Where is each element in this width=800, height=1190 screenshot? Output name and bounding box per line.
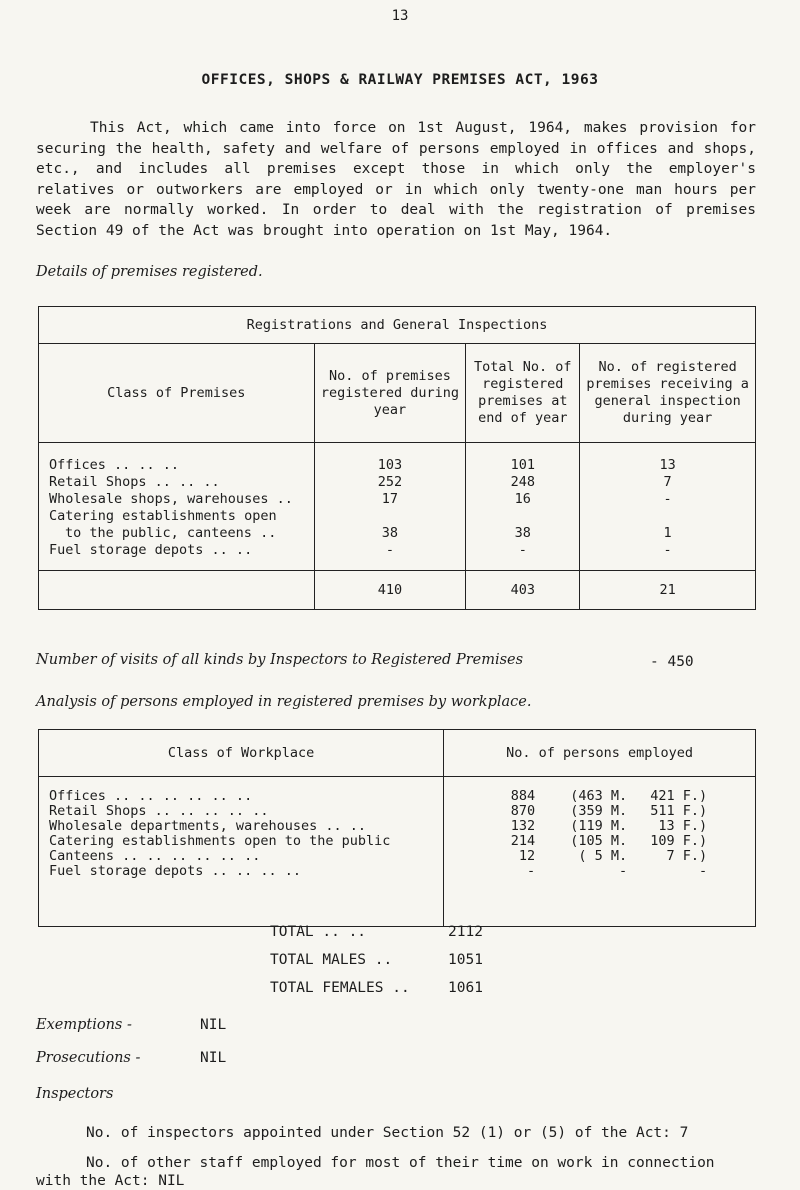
workplace-table — [38, 729, 756, 927]
analysis-label: Analysis of persons employed in registered premises by workplace. — [36, 694, 532, 710]
table-row-label: Fuel storage depots .. .. .. .. — [49, 863, 301, 879]
other-staff: No. of other staff employed for most of their time on work in connection with the Act: NIL — [36, 1155, 715, 1189]
inspectors-label: Inspectors — [36, 1086, 114, 1102]
table-row: 870 (359 M. 511 F.) — [510, 803, 708, 819]
prosecutions-line: Prosecutions - NIL — [36, 1050, 227, 1066]
total-column — [466, 443, 580, 571]
total-inspected: 21 — [580, 571, 756, 610]
total-males-row: TOTAL MALES .. 1051 — [270, 952, 483, 968]
details-label: Details of premises registered. — [36, 264, 263, 280]
col-header-total: Total No. of registered premises at end of year — [466, 344, 580, 443]
table-row: - - - — [527, 863, 708, 879]
table-row-label: Wholesale shops, warehouses .. — [49, 491, 293, 507]
exemptions-line: Exemptions - NIL — [36, 1017, 227, 1033]
table-cell: - — [518, 542, 527, 558]
table-row-label: Fuel storage depots .. .. — [49, 542, 253, 558]
table-row-label: Canteens .. .. .. .. .. .. — [49, 848, 261, 864]
table-cell: 16 — [514, 491, 531, 507]
col-header-class: Class of Premises — [39, 344, 315, 443]
registered-column — [314, 443, 466, 571]
table-cell: - — [385, 542, 394, 558]
table-cell: 17 — [381, 491, 399, 507]
table-row-label: Catering establishments open to the public — [49, 833, 391, 849]
table-cell: - — [663, 542, 672, 558]
table-row-label: Offices .. .. .. .. .. .. — [49, 788, 253, 804]
col-header-workplace: Class of Workplace — [39, 730, 444, 777]
col-header-persons: No. of persons employed — [444, 730, 756, 777]
persons-column — [444, 777, 756, 927]
table-cell: 13 — [659, 457, 676, 473]
total-registered: 410 — [314, 571, 466, 610]
table-cell: 38 — [514, 525, 531, 541]
visits-value: - 450 — [650, 654, 694, 670]
page-number: 13 — [391, 8, 409, 24]
table-cell: - — [663, 491, 672, 507]
workplace-class-column — [39, 777, 444, 927]
table-row: 12 ( 5 M. 7 F.) — [518, 848, 708, 864]
registrations-table — [38, 306, 756, 610]
table-cell: 252 — [377, 474, 403, 490]
intro-paragraph: This Act, which came into force on 1st August, 1964, makes provision for securing the health, safety and welfare of persons employed in offices and shops, etc., and includes all premises except those in which only the employer's relatives or outworkers are employed or in which only twenty-one man hours per week are normally worked. In order to deal with the registration of premises Section 49 of the Act was brought into operation on 1st May, 1964. — [36, 120, 756, 239]
registrations-super-header: Registrations and General Inspections — [39, 307, 756, 344]
table-row-label: Catering establishments open — [49, 508, 277, 524]
table-row-label: Retail Shops .. .. .. .. .. — [49, 803, 269, 819]
col-header-registered: No. of premises registered during year — [314, 344, 466, 443]
inspectors-appointed: No. of inspectors appointed under Section 52 (1) or (5) of the Act: 7 — [86, 1125, 689, 1141]
table-row-label: to the public, canteens .. — [65, 525, 277, 541]
table-cell: 248 — [510, 474, 535, 490]
total-at-end: 403 — [466, 571, 580, 610]
table-row-label: Offices .. .. .. — [49, 457, 180, 473]
class-column — [39, 443, 315, 571]
inspected-column — [580, 443, 756, 571]
visits-label: Number of visits of all kinds by Inspectors to Registered Premises — [36, 652, 524, 668]
col-header-inspected: No. of registered premises receiving a general inspection during year — [580, 344, 756, 443]
table-row: 214 (105 M. 109 F.) — [510, 833, 708, 849]
totals-block — [270, 918, 483, 1002]
table-cell: 1 — [663, 525, 672, 541]
total-females-row: TOTAL FEMALES .. 1061 — [270, 980, 483, 996]
page-heading: OFFICES, SHOPS & RAILWAY PREMISES ACT, 1963 — [201, 72, 599, 88]
table-cell: 38 — [381, 525, 399, 541]
table-cell: 103 — [377, 457, 403, 473]
table-cell: 101 — [510, 457, 535, 473]
table-row: 884 (463 M. 421 F.) — [510, 788, 708, 804]
table-row: 132 (119 M. 13 F.) — [510, 818, 708, 834]
total-row: TOTAL .. .. 2112 — [270, 924, 483, 940]
table-row-label: Wholesale departments, warehouses .. .. — [49, 818, 366, 834]
table-cell: 7 — [663, 474, 672, 490]
table-row-label: Retail Shops .. .. .. — [49, 474, 220, 490]
